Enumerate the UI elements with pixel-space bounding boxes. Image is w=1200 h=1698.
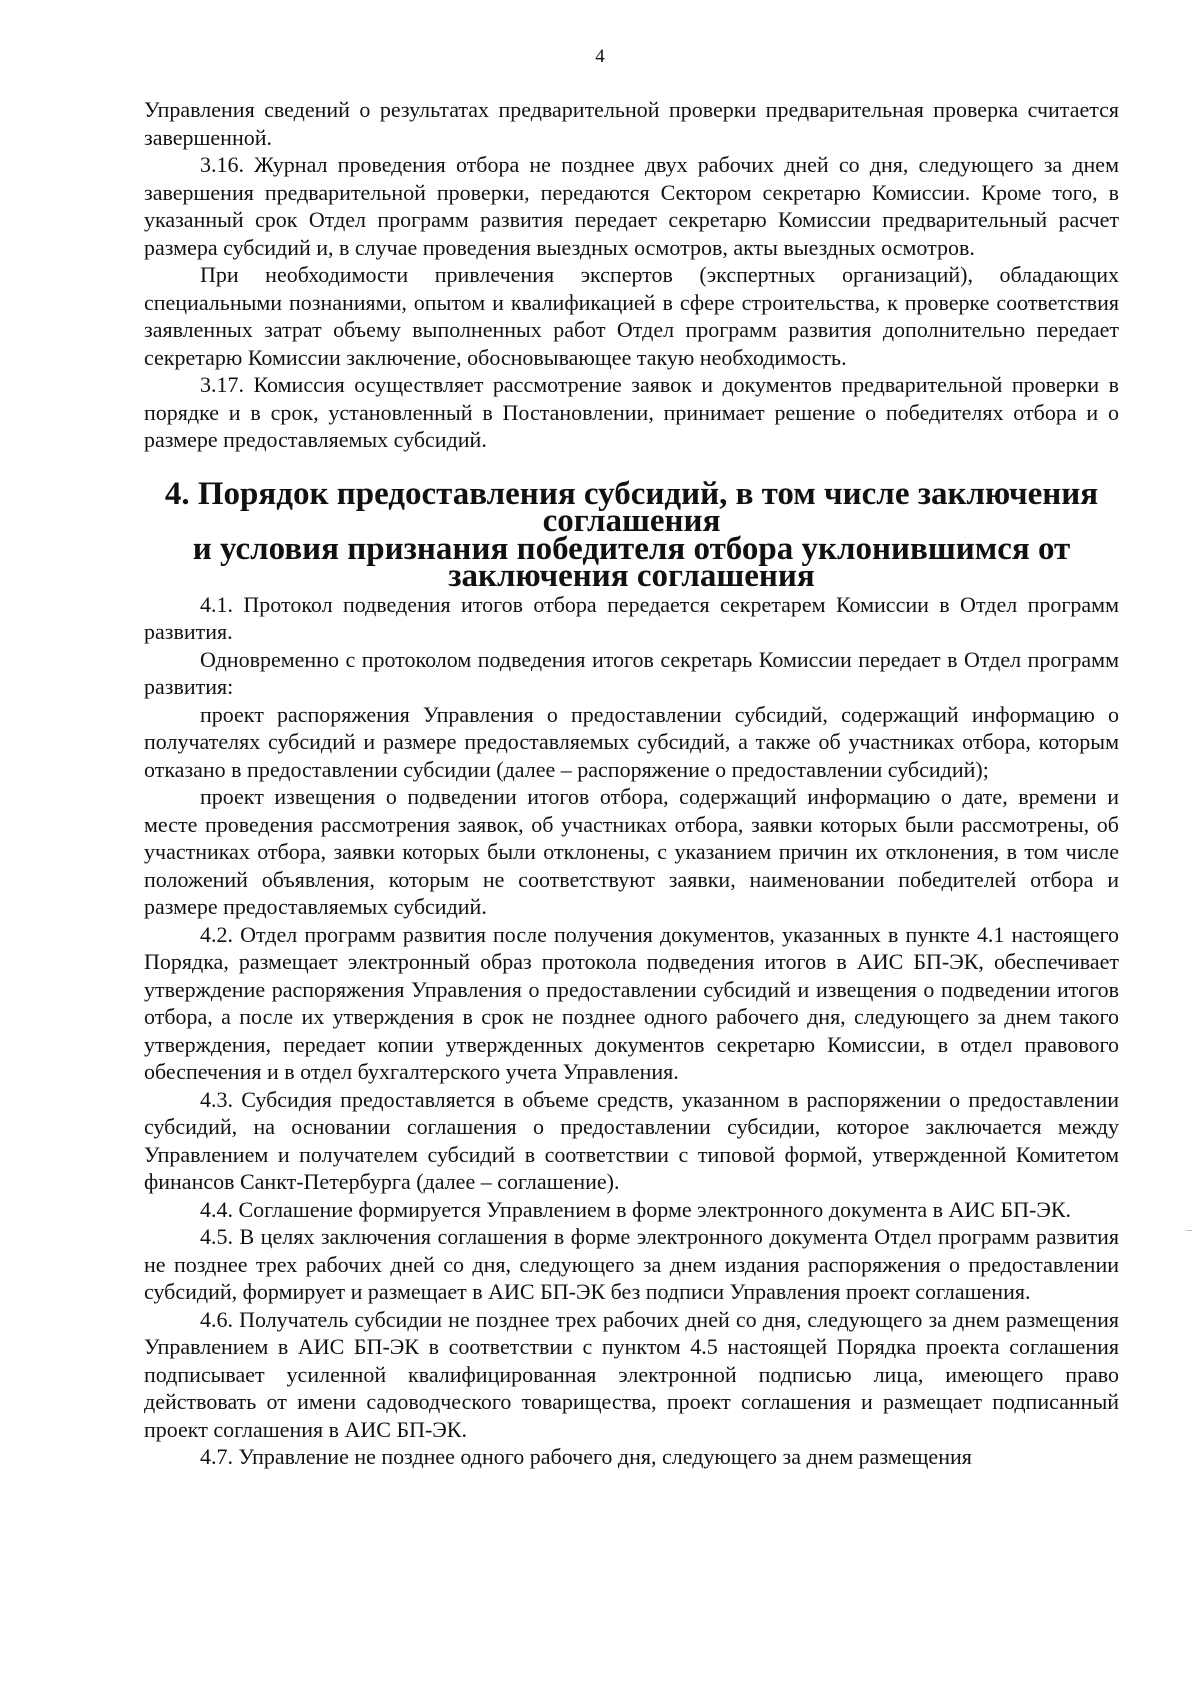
- paragraph-3-16: 3.16. Журнал проведения отбора не позднее двух рабочих дней со дня, следующего за днем завершения предварительной проверки, передаются Сектором секретарю Комиссии. Кроме того, в указанный срок Отдел программ развития передает секретарю Комиссии предварительный расчет размера субсидий и, в случае проведения выездных осмотров, акты выездных осмотров.: [144, 152, 1119, 260]
- scan-edge-mark: [1186, 1230, 1192, 1231]
- paragraph-3-17: 3.17. Комиссия осуществляет рассмотрение заявок и документов предварительной проверки в порядке и в срок, установленный в Постановлении, принимает решение о победителях отбора и о размере предоставляемых субсидий.: [144, 372, 1119, 452]
- document-body: [144, 96, 1119, 1471]
- paragraph-4-4: 4.4. Соглашение формируется Управлением в форме электронного документа в АИС БП-ЭК.: [200, 1196, 1072, 1222]
- paragraph-4-2: 4.2. Отдел программ развития после получения документов, указанных в пункте 4.1 настоящего Порядка, размещает электронный образ протокола подведения итогов в АИС БП-ЭК, обеспечивает утверждение распоряжения Управления о предоставлении субсидий и извещения о подведении итогов отбора, а после их утверждения в срок не позднее одного рабочего дня, следующего за днем такого утверждения, передает копии утвержденных документов секретарю Комиссии, в отдел правового обеспечения и в отдел бухгалтерского учета Управления.: [144, 921, 1119, 1084]
- paragraph-4-1: 4.1. Протокол подведения итогов отбора передается секретарем Комиссии в Отдел программ развития.: [144, 591, 1119, 644]
- paragraph-4-3: 4.3. Субсидия предоставляется в объеме средств, указанном в распоряжении о предоставлении субсидий, на основании соглашения о предоставлении субсидии, которое заключается между Управлением и получателем субсидий в соответствии с типовой формой, утвержденной Комитетом финансов Санкт-Петербурга (далее – соглашение).: [144, 1086, 1119, 1194]
- section-heading-line-1: 4. Порядок предоставления субсидий, в том числе заключения соглашения: [164, 475, 1099, 539]
- paragraph-draft-order: проект распоряжения Управления о предоставлении субсидий, содержащий информацию о получателях субсидий и размере предоставляемых субсидий, а также об участниках отбора, которым отказано в предоставлении субсидии (далее – распоряжение о предоставлении субсидий);: [144, 701, 1119, 782]
- paragraph-draft-notice: проект извещения о подведении итогов отбора, содержащий информацию о дате, времени и месте проведения рассмотрения заявок, об участниках отбора, заявки которых были рассмотрены, об участниках отбора, заявки которых были отклонены, с указанием причин их отклонения, в том числе положений объявления, которым не соответствуют заявки, наименовании победителей отбора и размере предоставляемых субсидий.: [144, 784, 1119, 919]
- paragraph-simultaneously: Одновременно с протоколом подведения итогов секретарь Комиссии передает в Отдел программ развития:: [144, 646, 1119, 699]
- paragraph-4-7: 4.7. Управление не позднее одного рабочего дня, следующего за днем размещения: [200, 1444, 972, 1469]
- paragraph-4-6: 4.6. Получатель субсидии не позднее трех рабочих дней со дня, следующего за днем размещения Управлением в АИС БП-ЭК в соответствии с пунктом 4.5 настоящей Порядка проекта соглашения подписывает усиленной квалифицированная электронной подписью лица, имеющего право действовать от имени садоводческого товарищества, проект соглашения и размещает подписанный проект соглашения в АИС БП-ЭК.: [144, 1306, 1119, 1442]
- section-heading-line-2: и условия признания победителя отбора уклонившимся от заключения соглашения: [192, 530, 1071, 594]
- paragraph-continuation: Управления сведений о результатах предварительной проверки предварительная проверка считается завершенной.: [144, 97, 1119, 150]
- section-heading: [144, 475, 1119, 594]
- paragraph-experts: При необходимости привлечения экспертов (экспертных организаций), обладающих специальными познаниями, опытом и квалификацией в сфере строительства, к проверке соответствия заявленных затрат объему выполненных работ Отдел программ развития дополнительно передает секретарю Комиссии заключение, обосновывающее такую необходимость.: [144, 262, 1119, 370]
- paragraph-4-5: 4.5. В целях заключения соглашения в форме электронного документа Отдел программ развития не позднее трех рабочих дней со дня, следующего за днем издания распоряжения о предоставлении субсидий, формирует и размещает в АИС БП-ЭК без подписи Управления проект соглашения.: [144, 1224, 1119, 1304]
- page-number: 4: [595, 46, 605, 67]
